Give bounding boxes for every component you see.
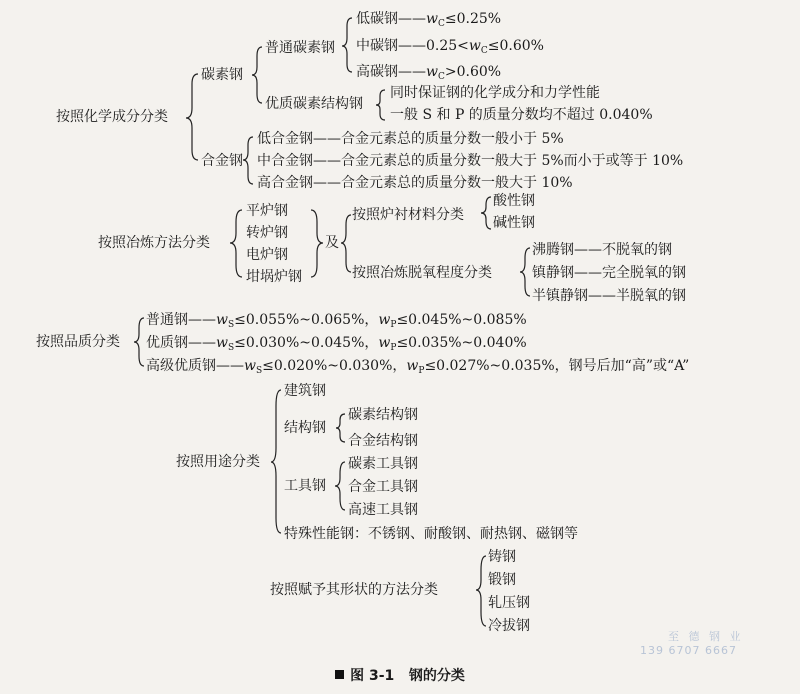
semi-killed-steel: 半镇静钢——半脱氧的钢	[532, 288, 686, 304]
deoxidation-classification-label: 按照冶炼脱氧程度分类	[352, 265, 492, 281]
rolled-steel: 轧压钢	[488, 595, 530, 611]
smelting-classification-label: 按照冶炼方法分类	[98, 235, 210, 251]
quality-classification-label: 按照品质分类	[36, 334, 120, 350]
cold-drawn-steel: 冷拔钢	[488, 618, 530, 634]
alloy-steel-label: 合金钢	[201, 153, 243, 169]
low-alloy-steel-line: 低合金钢——合金元素总的质量分数一般小于 5%	[257, 131, 564, 147]
alloy-structural-steel: 合金结构钢	[348, 433, 418, 449]
cast-steel: 铸钢	[488, 549, 516, 565]
and-connector: 及	[325, 235, 339, 251]
low-carbon-steel-line: 低碳钢$——w_C\le 0.25\%$	[356, 11, 502, 29]
basic-steel: 碱性钢	[493, 215, 535, 231]
acid-steel: 酸性钢	[493, 193, 535, 209]
quality-carbon-note-2: 一般 S 和 P 的质量分数均不超过 0.040%	[390, 107, 653, 123]
quality-carbon-note-1: 同时保证钢的化学成分和力学性能	[390, 85, 600, 101]
tool-steel-label: 工具钢	[284, 478, 326, 494]
furnace-crucible: 坩埚炉钢	[246, 269, 302, 285]
building-steel: 建筑钢	[284, 383, 326, 399]
watermark-phone: 139 6707 6667	[640, 644, 737, 657]
high-alloy-steel-line: 高合金钢——合金元素总的质量分数一般大于 10%	[257, 175, 573, 191]
chemical-classification-label: 按照化学成分分类	[56, 109, 168, 125]
special-performance-steel: 特殊性能钢：不锈钢、耐酸钢、耐热钢、磁钢等	[284, 526, 578, 542]
figure-number: 图 3-1	[350, 668, 395, 684]
forged-steel: 锻钢	[488, 572, 516, 588]
usage-classification-label: 按照用途分类	[176, 454, 260, 470]
high-speed-tool-steel: 高速工具钢	[348, 502, 418, 518]
figure-title: 钢的分类	[408, 668, 465, 684]
killed-steel: 镇静钢——完全脱氧的钢	[532, 265, 686, 281]
carbon-structural-steel: 碳素结构钢	[348, 407, 418, 423]
structural-steel-label: 结构钢	[284, 420, 326, 436]
figure-caption	[0, 665, 800, 685]
caption-square-icon	[335, 670, 344, 679]
furnace-open-hearth: 平炉钢	[246, 203, 288, 219]
furnace-electric: 电炉钢	[246, 247, 288, 263]
furnace-converter: 转炉钢	[246, 225, 288, 241]
high-carbon-steel-line: 高碳钢$——w_C>0.60\%$	[356, 64, 502, 82]
medium-carbon-steel-line: 中碳钢$——0.25<w_C\le 0.60\%$	[356, 38, 544, 56]
quality-steel-line: 优质钢$——w_S\le 0.030\%\sim 0.045\%$，$w_P\le 0.035\%\sim 0.040\%$	[146, 335, 527, 353]
carbon-tool-steel: 碳素工具钢	[348, 456, 418, 472]
lining-classification-label: 按照炉衬材料分类	[352, 207, 464, 223]
watermark-brand: 至 德 钢 业	[668, 630, 744, 643]
medium-alloy-steel-line: 中合金钢——合金元素总的质量分数一般大于 5%而小于或等于 10%	[257, 153, 684, 169]
ordinary-steel-line: 普通钢$——w_S\le 0.055\%\sim 0.065\%$，$w_P\le 0.045\%\sim 0.085\%$	[146, 312, 527, 330]
forming-classification-label: 按照赋予其形状的方法分类	[270, 582, 438, 598]
carbon-steel-label: 碳素钢	[201, 67, 243, 83]
high-quality-steel-line: 高级优质钢$——w_S\le 0.020\%\sim 0.030\%$，$w_P\le 0.027\%\sim 0.035\%$，钢号后加“高”或“A”	[146, 358, 690, 376]
alloy-tool-steel: 合金工具钢	[348, 479, 418, 495]
quality-carbon-structural-steel-label: 优质碳素结构钢	[265, 96, 363, 112]
rimmed-steel: 沸腾钢——不脱氧的钢	[532, 242, 672, 258]
ordinary-carbon-steel-label: 普通碳素钢	[265, 40, 335, 56]
